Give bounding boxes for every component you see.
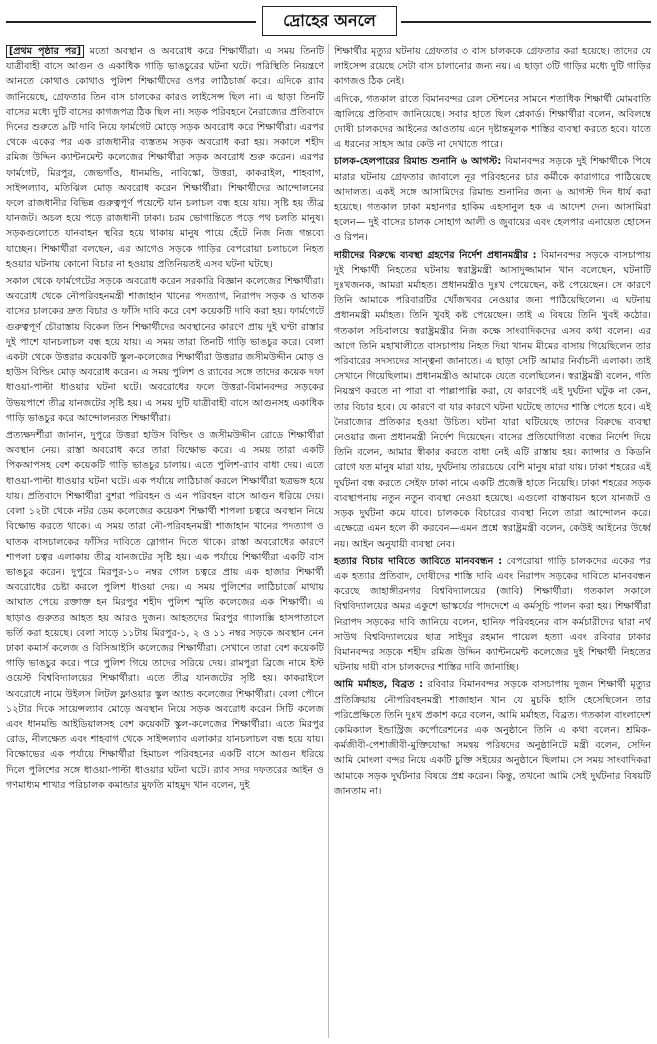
section-remand-hearing — [334, 154, 651, 245]
column-divider — [328, 44, 329, 1038]
section-text: রবিবার বিমানবন্দর সড়কে বাসচাপায় দুজন শিক্ষার্থী মৃত্যুর প্রতিক্রিয়ায় নৌপরিবহনমন্ত্রী শাজাহান খান যে মুচকি হাসি হেসেছিলেন তার পরিপ্রেক্ষিতে তিনি দুঃখ প্রকাশ করে বলেন, আমি মর্মাহত, বিব্রত। গতকাল বাংলাদেশ কেমিক্যাল ইন্ডাস্ট্রিজ কর্পোরেশনের এক অনুষ্ঠানে তিনি এ কথা বলেন। শ্রমিক-কর্মজীবী-পেশাজীবী-মুক্তিযোদ্ধা সমন্বয় পরিষদের অনুষ্ঠানিটে মন্ত্রী বলেন, সেদিন আমি মোংলা বন্দর নিয়ে একটি চুক্তি সইয়ের অনুষ্ঠানে ছিলাম। সে সময় সাংবাদিকরা আমাকে সড়ক দুর্ঘটনার বিষয়ে প্রশ্ন করেন। কিন্তু, তখনো আমি সেই দুর্ঘটনার বিষয়টি জানতাম না। — [334, 679, 651, 797]
right-paragraph-1: শিক্ষার্থীর মৃত্যুর ঘটনায় গ্রেফতার ৩ বাস চালককে গ্রেফতার করা হয়েছে। তাদের যে লাইসেন্স রয়েছে সেটা বাস চালানোর জন্য নয়। এ ছাড়া ৩টি গাড়ির মধ্যে দুটি গাড়ির কাগজও ঠিক নেই। — [334, 46, 651, 88]
section-heading: দায়ীদের বিরুদ্ধে ব্যবস্থা গ্রহণের নির্দেশ প্রধানমন্ত্রীর : — [334, 249, 537, 261]
left-paragraph-1 — [6, 44, 324, 272]
headline-rule-right — [401, 21, 651, 23]
right-column — [334, 44, 651, 1040]
section-heading: চালক-হেলপারের রিমান্ড শুনানি ৬ আগস্ট: — [334, 156, 502, 168]
headline-rule-left — [6, 21, 256, 23]
section-text: বিমানবন্দর সড়কে দুই শিক্ষার্থীকে পিষে মারার ঘটনায় গ্রেফতার জাবালে নূর পরিবহনের চার কর্মীকে কারাগারে পাঠিয়েছে আদালত। একই সঙ্গে আসামিদের রিমান্ড শুনানির জন্য ৬ আগস্ট দিন ধার্য করা হয়েছে। গতকাল ঢাকা মহানগর হাকিম এহসানুল হক এ আদেশ দেন। আসামিরা হলেন— দুই বাসের চালক সোহাগ আলী ও জুবায়ের এবং হেলপার এনায়েত হোসেন ও রিপন। — [334, 156, 651, 244]
section-heading: আমি মর্মাহত, বিব্রত : — [334, 679, 424, 691]
right-paragraph-2: এদিকে, গতকাল রাতে বিমানবন্দর রেল স্টেশনের সামনে শতাধিক শিক্ষার্থী মোমবাতি জ্বালিয়ে প্রতিবাদ জানিয়েছে। সবার হাতে ছিল প্লেকার্ড। শিক্ষার্থীরা বলেন, অবিলম্বে দোষী চালকদের আইনের আওতায় এনে দৃষ্টান্তমূলক শাস্তির ব্যবস্থা করতে হবে। যাতে এ ধরনের সাহস আর কেউ না দেখাতে পারে। — [334, 93, 651, 151]
left-column — [6, 44, 324, 1040]
left-paragraph-1-text: মতো অবস্থান ও অবরোধ করে শিক্ষার্থীরা। এ সময় তিনটি যাত্রীবাহী বাসে আগুন ও একাধিক গাড়ি ভাঙচুরের ঘটনা ঘটে। পরিস্থিতি নিয়ন্ত্রণে আনতে কোথাও কোথাও পুলিশ শিক্ষার্থীদের ওপর লাঠিচার্জ করে। এদিকে র‍্যাব জানিয়েছে, গ্রেফতার তিন বাস চালকের কারও লাইসেন্স ছিল না। এ ছাড়া তিনটি বাসের মধ্যে দুটি বাসের কাগজপত্র ঠিক ছিল না। সড়ক পরিবহনে নৈরাজ্যের প্রতিবাদে দিনের শুরুতে ৯টি দাবি নিয়ে ফার্মগেট মোড়ে সড়ক অবরোধ করে শিক্ষার্থীরা। এরপর থেকে একের পর এক রাজধানীর ব্যস্ততম সড়ক অবরোধ করা হয়। সকালে শহীদ রমিজ উদ্দিন ক্যান্টনমেন্ট কলেজের শিক্ষার্থীরা সড়ক অবরোধ শুরু করেন। এরপর ফার্মগেট, মিরপুর, জেভগাঁও, ধানমন্ডি, নাবিস্কো, উত্তরা, কাকরাইল, শাহবাগ, সাইন্সল্যাব, মতিঝিল মোড় অবরোধ করেন শিক্ষার্থীরা। শিক্ষার্থীদের আন্দোলনের ফলে রাজধানীর বিভিন্ন গুরুত্বপূর্ণ পয়েন্টে যান চলাচল বন্ধ হয়ে যায়। সৃষ্টি হয় তীব্র যানজট। অচল হয়ে পড়ে রাজধানী ঢাকা। চরম ভোগান্তিতে পড়ে পথ চলতি মানুষ। সড়কগুলোতে যানবাহন স্থবির হয়ে থাকায় মানুষ পায়ে হেঁটে নিজ নিজ গন্তব্যে যাচ্ছেন। শিক্ষার্থীরা বলছেন, এর আগেও সড়কে গাড়ির বেপরোয়া চলাচলে নিহত হওয়ার ঘটনায় কোনো বিচার না হওয়ায় প্রতিনিয়তই এসব ঘটনা ঘটছে। — [6, 46, 324, 270]
left-paragraph-2: সকাল থেকে ফার্মগেটের সড়কে অবরোধ করেন সরকারি বিজ্ঞান কলেজের শিক্ষার্থীরা। অবরোধ থেকে নৌপরিবহনমন্ত্রী শাজাহান খানের পদত্যাগ, নিরাপদ সড়ক ও ঘাতক বাসের চালকের দ্রুত বিচার ও ফাঁসি দাবি করে বেশ কয়েকটি দাবি করা হয়। ফার্মগেটে গুরুত্বপূর্ণ চৌরাস্তায় বিকেল তিন শিক্ষার্থীদের অবস্থানের কারণে প্রায় দুই ঘণ্টা রাস্তার দুই পাশে যানচলাচল বন্ধ হয়ে যায়। এ সময় তারা তিনটি গাড়ি ভাঙচুর করে। বেলা একটা থেকে উত্তরার কয়েকটি স্কুল-কলেজের শিক্ষার্থীরা উত্তরার জসীমউদ্দীন মোড় ও হাউস বিল্ডিং মোড় অবরোধ করেন। এ সময় পুলিশ ও র‍্যাবের সঙ্গে তাদের কয়েক দফা ধাওয়া-পাল্টা ধাওয়ার ঘটনা ঘটে। অবরোধের ফলে উত্তরা-বিমানবন্দর সড়কের উভয়পাশে তীব্র যানজটের সৃষ্টি হয়। এ সময় দুটি যাত্রীবাহী বাসে আগুনসহ একাধিক গাড়ি ভাঙচুর করে আন্দোলনরত শিক্ষার্থীরা। — [6, 276, 324, 424]
section-minister-statement — [334, 677, 651, 799]
section-jabi-human-chain — [334, 554, 651, 676]
continued-from-label: [প্রথম পৃষ্ঠার পর] — [6, 45, 84, 58]
article-headline: দ্রোহের অনলে — [262, 6, 397, 36]
section-heading: হত্যার বিচার দাবিতে জাবিতে মানববন্ধন : — [334, 555, 503, 567]
section-text: বিমানবন্দর সড়কে বাসচাপায় দুই শিক্ষার্থী নিহতের ঘটনায় স্বরাষ্ট্রমন্ত্রী আসাদুজ্জামান খান বলেছেন, ঘটনাটি দুঃখজনক, আমরা মর্মাহত। প্রধানমন্ত্রীও দুঃখ পেয়েছেন, কষ্ট পেয়েছেন। সে কারণে তিনি আমাকে পরিবারটির খোঁজখবর নেওয়ার জন্য পাঠিয়েছিলেন। এ ঘটনায় প্রধানমন্ত্রী মর্মাহত। তিনি খুবই কষ্ট পেয়েছেন। তাই এ বিষয়ে তিনি খুবই কঠোর। গতকাল সচিবালয়ে স্বরাষ্ট্রমন্ত্রীর নিজ কক্ষে সাংবাদিকদের এসব কথা বলেন। এর আগে তিনি মহাখালীতে বাসচাপায় নিহত দিয়া খানম মীমের বাসায় গিয়েছিলেন তার পরিবারের সদস্যদের সান্ত্বনা জানাতে। এ ছাড়া সেটি আমার নির্বাচনী এলাকা। তাই সেখানে গিয়েছিলাম। প্রধানমন্ত্রীও আমাকে যেতে বলেছিলেন। স্বরাষ্ট্রমন্ত্রী বলেন, গতি নিয়ন্ত্রণ করতে না পারা বা পাল্লাপাল্লি করা, যে কারণেই এই দুর্ঘটনা ঘটুক না কেন, তার বিচার হবে। যে কারণে বা যার কারণে ঘটনা ঘটেছে তাদের শাস্তি পেতে হবে। এই নৈরাজ্যের প্রতিকার হওয়া উচিত। ঘটনা যারা ঘটিয়েছে তাদের বিরুদ্ধে ব্যবস্থা নেওয়ার জন্য প্রধানমন্ত্রী নির্দেশ দিয়েছেন। বাসের প্রতিযোগিতা বন্ধের নির্দেশ দিয়ে তিনি বলেন, আমার স্বীকার করতে বাধা নেই এটি রাস্তায় হয়। ক্যান্সার ও কিডনি রোগে যত মানুষ মারা যায়, দুর্ঘটনায় তারচেয়ে বেশি মানুষ মারা যায়। ঢাকা শহরের এই দুর্ঘটনা বন্ধ করতে সেইফ ঢাকা নামে একটি প্রজেক্ট হাতে নিয়েছি। ঢাকা শহরের সড়ক ব্যবস্থাপনায় নতুন নতুন ব্যবস্থা নেওয়া হয়েছে। এগুলো বাস্তবায়ন হলে যানজট ও সড়ক দুর্ঘটনা কমে যাবে। চালককে বিচারের ব্যবস্থা নিলে তারা আন্দোলন করে। এক্ষেত্রে এমন হলে কী করবেন—এমন প্রশ্নে স্বরাষ্ট্রমন্ত্রী বলেন, কেউই আইনের উর্ধ্বে নয়। আইন অনুযায়ী ব্যবস্থা নেব। — [334, 249, 651, 550]
headline-bar — [0, 6, 657, 38]
section-text: বেপরোয়া গাড়ি চালকদের একের পর এক হত্যার প্রতিবাদ, দোষীদের শাস্তি দাবি এবং নিরাপদ সড়কের দাবিতে মানববন্ধন করেছে জাহাঙ্গীরনগর বিশ্ববিদ্যালয়ের (জাবি) শিক্ষার্থীরা। গতকাল সকালে বিশ্ববিদ্যালয়ের অমর একুশে ভাস্কর্যের পাদদেশে এ কর্মসূচি পালন করা হয়। শিক্ষার্থীরা নিরাপদ সড়কের দাবি জানিয়ে বলেন, হানিফ পরিবহনের বাস কর্মচারীদের দ্বারা নর্থ সাউথ বিশ্ববিদ্যালয়ের ছাত্র সাইদুর রহমান পায়েল হত্যা এবং রবিবার ঢাকার বিমানবন্দর সড়কে শহীদ রমিজ উদ্দিন ক্যান্টনমেন্ট কলেজের দুই শিক্ষার্থী নিহতের ঘটনায় দায়ী বাস চালকদের শাস্তির দাবি জানাচ্ছি। — [334, 555, 651, 674]
section-pm-directive — [334, 248, 651, 552]
left-paragraph-3: প্রত্যক্ষদর্শীরা জানান, দুপুরে উত্তরা হাউস বিল্ডিং ও জসীমউদ্দীন রোডে শিক্ষার্থীরা অবস্থান নেয়। রাস্তা অবরোধ করে তারা বিক্ষোভ করে। এ সময় তারা একটি পিকআপসহ বেশ কয়েকটি গাড়ি ভাঙচুর চালায়। এতে পুলিশ-র‍্যাব বাধা দেয়। এতে ধাওয়া-পাল্টা ধাওয়ার ঘটনা ঘটে। এক পর্যায়ে লাঠিচার্জ করলে শিক্ষার্থীরা ছত্রভঙ্গ হয়ে যায়। প্রতিবাদে শিক্ষার্থীরা বুশরা পরিবহন ও এন পরিবহন বাসে আগুন ধরিয়ে দেয়। বেলা ১২টা থেকে নটর ডেম কলেজের কয়েকশ শিক্ষার্থী শাপলা চত্বরে অবস্থান নিয়ে বিক্ষোভ করতে থাকে। এ সময় তারা নৌ-পরিবহনমন্ত্রী শাজাহান খানের পদত্যাগ ও ঘাতক বাসচালকের ফাঁসির দাবিতে স্লোগান দিতে থাকে। রাস্তা অবরোধের কারণে শাপলা চত্বর এলাকায় তীব্র যানজটের সৃষ্টি হয়। এক পর্যায়ে শিক্ষার্থীরা একটি বাস ভাঙচুর করেন। দুপুরে মিরপুর-১০ নম্বর গোল চত্বরে প্রায় এক হাজার শিক্ষার্থী অবরোধের চেষ্টা করলে পুলিশ ধাওয়া দেয়। এ সময় পুলিশের লাঠিচার্জে মাথায় আঘাত পেয়ে রক্তাক্ত হন মিরপুর শহীদ পুলিশ স্মৃতি কলেজের এক শিক্ষার্থী। এ ছাড়াও গুরুতর আহত হয় আরও দুজন। আহতদের মিরপুর গ্যালাক্সি হাসপাতালে ভর্তি করা হয়েছে। বেলা সাড়ে ১১টায় মিরপুর-১, ২ ও ১১ নম্বর সড়কে অবস্থান নেন ঢাকা কমার্স কলেজ ও বিসিআইসি কলেজের শিক্ষার্থীরা। সেখানে তারা বেশ কয়েকটি গাড়ি ভাঙচুর করে। পরে পুলিশ গিয়ে তাদের সরিয়ে দেয়। রামপুরা ব্রিজে নামে ইস্ট ওয়েস্ট বিশ্ববিদ্যালয়ের শিক্ষার্থীরা। এতে তীব্র যানজটের সৃষ্টি হয়। কাকরাইলে অবরোধে নামে উইলস লিটল ফ্লাওয়ার স্কুল অ্যান্ড কলেজের শিক্ষার্থীরা। বেলা পৌনে ১২টার দিকে সায়েন্সল্যাব মোড়ে অবস্থান নিয়ে সড়ক অবরোধ করেন সিটি কলেজ এবং ধানমন্ডি আইডিয়ালসহ বেশ কয়েকটি স্কুল-কলেজের শিক্ষার্থীরা। এতে মিরপুর রোড, নীলক্ষেত এবং শাহবাগ থেকে সাইন্সল্যাব এলাকার যানচলাচল বন্ধ হয়ে যায়। বিক্ষোভের এক পর্যায়ে শিক্ষার্থীরা হিমাচল পরিবহনের একটি বাসে আগুন ধরিয়ে দিলে পুলিশের সঙ্গে ধাওয়া-পাল্টা ধাওয়ার ঘটনা ঘটে। র‍্যাব সদর দফতরের আইন ও গণমাধ্যম শাখার পরিচালক কমান্ডার মুফতি মাহমুদ খান বলেন, দুই — [6, 430, 324, 791]
